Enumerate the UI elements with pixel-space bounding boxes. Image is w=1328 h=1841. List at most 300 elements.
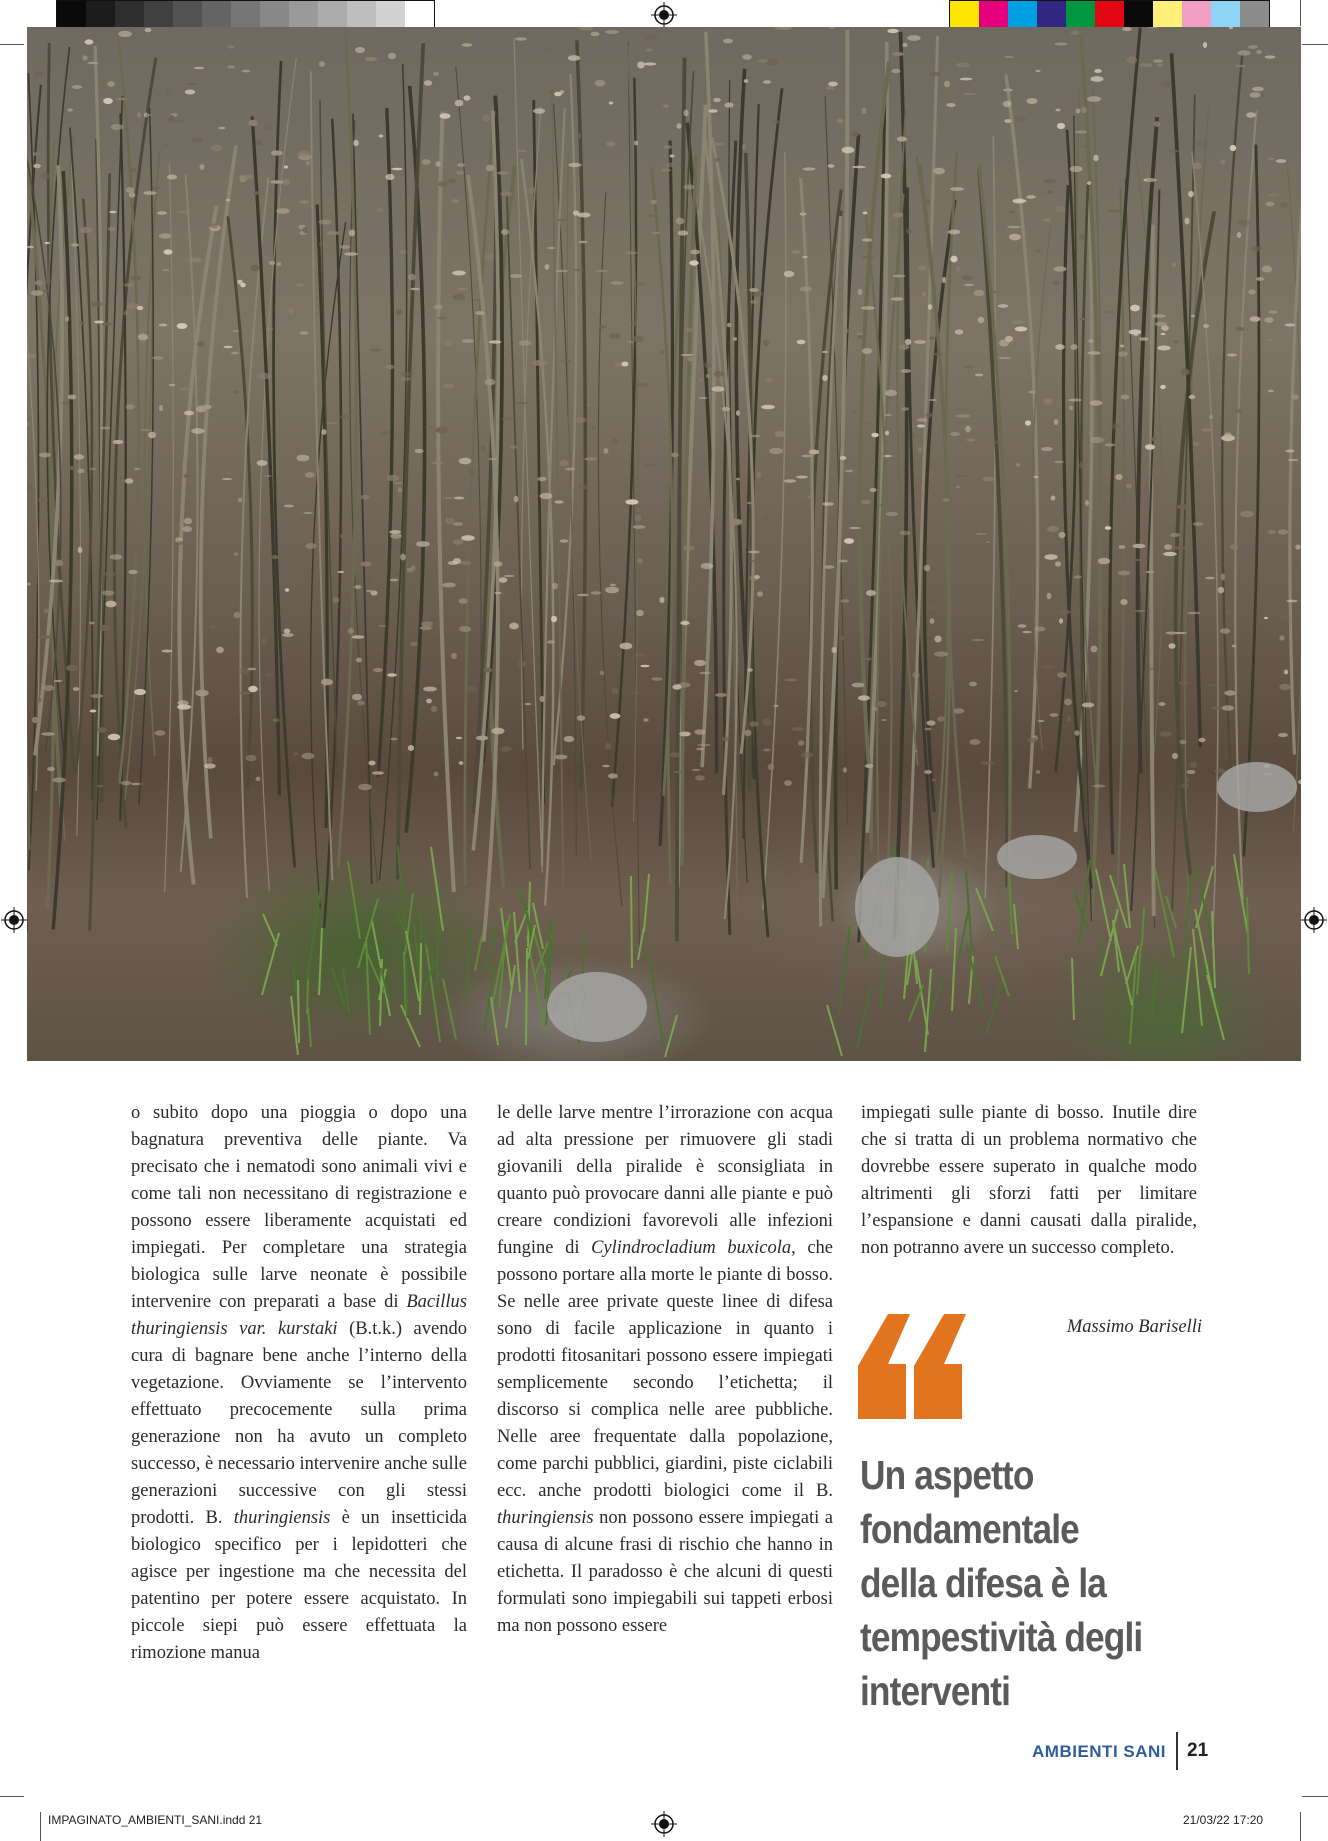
- dried-leaf: [183, 474, 190, 478]
- dried-leaf: [886, 512, 898, 516]
- dried-leaf: [433, 305, 443, 310]
- dried-leaf: [1182, 368, 1187, 373]
- dried-leaf: [294, 752, 299, 755]
- dried-leaf: [1266, 202, 1275, 206]
- dried-leaf: [902, 43, 907, 47]
- dried-leaf: [599, 325, 606, 328]
- dried-leaf: [445, 342, 451, 346]
- dried-leaf: [742, 54, 752, 60]
- dried-leaf: [27, 485, 32, 492]
- dried-leaf: [233, 390, 238, 393]
- dried-leaf: [191, 137, 202, 142]
- dried-leaf: [643, 561, 656, 568]
- dried-leaf: [1093, 785, 1106, 788]
- dried-leaf: [839, 636, 845, 640]
- dried-leaf: [167, 175, 177, 180]
- dried-leaf: [745, 730, 752, 737]
- dried-leaf: [456, 737, 462, 739]
- dried-leaf: [348, 628, 354, 634]
- grass-blade: [1137, 943, 1141, 995]
- dried-leaf: [677, 123, 682, 129]
- dried-leaf: [631, 321, 637, 325]
- dried-leaf: [956, 63, 969, 68]
- dried-leaf: [750, 300, 758, 303]
- dried-leaf: [1222, 705, 1234, 710]
- dried-leaf: [972, 639, 985, 641]
- dried-leaf: [887, 29, 898, 33]
- dried-leaf: [100, 427, 110, 430]
- dried-leaf: [297, 455, 310, 462]
- dried-leaf: [1054, 419, 1059, 425]
- dried-leaf: [1291, 394, 1298, 400]
- dried-leaf: [1278, 529, 1288, 535]
- dried-leaf: [445, 518, 455, 524]
- dried-leaf: [387, 475, 399, 481]
- dried-leaf: [950, 187, 964, 191]
- dried-leaf: [749, 560, 759, 562]
- dried-leaf: [284, 505, 294, 508]
- dried-leaf: [1044, 179, 1057, 183]
- dried-leaf: [410, 288, 420, 290]
- dried-leaf: [101, 590, 114, 595]
- dried-leaf: [1115, 474, 1122, 480]
- dried-leaf: [1232, 645, 1237, 648]
- dried-leaf: [1167, 149, 1180, 152]
- dried-leaf: [503, 575, 514, 577]
- dried-leaf: [555, 755, 568, 760]
- grass-blade: [443, 979, 456, 1039]
- dried-leaf: [796, 476, 808, 479]
- dried-leaf: [960, 78, 973, 81]
- dried-leaf: [1198, 738, 1205, 742]
- dried-leaf: [1166, 632, 1179, 635]
- dried-leaf: [1015, 463, 1020, 467]
- dried-leaf: [1047, 593, 1052, 600]
- dried-leaf: [830, 27, 834, 29]
- dried-leaf: [845, 470, 853, 472]
- dried-leaf: [401, 377, 412, 381]
- grass-blade: [1152, 968, 1156, 1015]
- dried-leaf: [766, 59, 778, 66]
- dried-leaf: [980, 761, 994, 765]
- dried-leaf: [1155, 322, 1167, 327]
- dried-leaf: [1011, 320, 1024, 323]
- dried-leaf: [610, 526, 619, 533]
- dried-leaf: [602, 765, 610, 767]
- dried-leaf: [866, 590, 876, 596]
- dried-leaf: [1005, 336, 1013, 342]
- dried-leaf: [1068, 399, 1082, 402]
- grass-blade: [406, 959, 407, 1018]
- dried-leaf: [748, 551, 760, 554]
- dried-leaf: [393, 482, 404, 484]
- dried-leaf: [1221, 574, 1226, 581]
- dried-leaf: [440, 113, 451, 119]
- dried-leaf: [905, 339, 911, 345]
- dried-leaf: [103, 98, 113, 104]
- dried-leaf: [1207, 684, 1221, 686]
- dried-leaf: [1177, 504, 1189, 509]
- dried-leaf: [695, 775, 705, 780]
- dried-leaf: [892, 52, 904, 56]
- grass-blade: [366, 937, 370, 1035]
- dried-leaf: [378, 625, 386, 627]
- dried-leaf: [97, 727, 107, 732]
- dried-leaf: [730, 519, 743, 526]
- dried-leaf: [648, 214, 654, 217]
- dried-leaf: [607, 141, 616, 146]
- dried-leaf: [1015, 327, 1028, 332]
- dried-leaf: [306, 161, 311, 166]
- dried-leaf: [800, 212, 807, 215]
- dried-leaf: [327, 231, 340, 235]
- dried-leaf: [775, 431, 786, 437]
- dried-leaf: [625, 251, 637, 254]
- dried-leaf: [306, 543, 317, 549]
- dried-leaf: [1185, 777, 1189, 783]
- dried-leaf: [155, 730, 166, 735]
- dried-leaf: [352, 694, 362, 701]
- dried-leaf: [964, 284, 974, 286]
- dried-leaf: [1287, 459, 1298, 461]
- dried-leaf: [115, 98, 126, 100]
- dried-leaf: [851, 131, 859, 137]
- dried-leaf: [261, 638, 267, 645]
- dried-leaf: [1069, 406, 1073, 411]
- dried-leaf: [931, 779, 936, 782]
- dried-leaf: [451, 199, 459, 203]
- dried-leaf: [210, 224, 217, 229]
- dried-leaf: [184, 411, 194, 416]
- dried-leaf: [956, 266, 960, 272]
- stone: [547, 972, 647, 1042]
- dried-leaf: [1268, 530, 1277, 534]
- grass-blade: [263, 914, 277, 946]
- dried-leaf: [620, 643, 633, 650]
- dried-leaf: [757, 472, 762, 479]
- dried-leaf: [180, 387, 190, 391]
- dried-leaf: [561, 360, 572, 363]
- dried-leaf: [1025, 420, 1031, 425]
- dried-leaf: [391, 168, 402, 171]
- dried-leaf: [900, 531, 910, 535]
- dried-leaf: [865, 657, 872, 660]
- dried-leaf: [943, 498, 950, 501]
- dried-leaf: [176, 211, 189, 213]
- author-signature: Massimo Bariselli: [1066, 1317, 1202, 1337]
- dried-leaf: [930, 618, 935, 624]
- dried-leaf: [456, 171, 464, 175]
- dried-leaf: [223, 346, 232, 349]
- dried-leaf: [486, 165, 495, 172]
- dried-leaf: [461, 535, 475, 541]
- dried-leaf: [578, 484, 589, 489]
- dried-leaf: [1091, 646, 1098, 653]
- dried-leaf: [1279, 684, 1291, 690]
- dried-leaf: [963, 93, 977, 95]
- dried-leaf: [1189, 762, 1198, 769]
- dried-leaf: [435, 427, 448, 433]
- dried-leaf: [933, 168, 945, 175]
- dried-leaf: [234, 612, 241, 618]
- dried-leaf: [408, 745, 414, 751]
- dried-leaf: [687, 357, 694, 362]
- dried-leaf: [1201, 428, 1213, 431]
- dried-leaf: [134, 689, 146, 695]
- dried-leaf: [792, 727, 804, 731]
- dried-leaf: [708, 109, 717, 113]
- dried-leaf: [660, 597, 665, 603]
- dried-leaf: [388, 53, 396, 59]
- dried-leaf: [238, 497, 242, 502]
- dried-leaf: [697, 744, 711, 746]
- grass-blade: [1079, 860, 1090, 946]
- dried-leaf: [191, 428, 204, 434]
- dried-leaf: [361, 562, 372, 567]
- dried-leaf: [632, 336, 644, 342]
- dried-leaf: [852, 683, 865, 688]
- grass-blade: [1247, 897, 1249, 974]
- dried-leaf: [1057, 672, 1067, 678]
- dried-leaf: [1237, 232, 1241, 238]
- dried-leaf: [1130, 559, 1141, 561]
- dried-leaf: [476, 736, 488, 741]
- dried-leaf: [453, 558, 461, 564]
- footer-brand: AMBIENTI SANI: [1032, 1742, 1166, 1761]
- dried-leaf: [65, 316, 69, 322]
- article-column-1: [131, 1100, 467, 1667]
- dried-leaf: [1279, 202, 1288, 208]
- dried-leaf: [169, 384, 176, 387]
- dried-leaf: [1267, 158, 1275, 161]
- dried-leaf: [340, 414, 352, 419]
- dried-leaf: [457, 163, 465, 167]
- dried-leaf: [747, 668, 753, 671]
- dried-leaf: [861, 306, 875, 309]
- dried-leaf: [340, 533, 346, 539]
- dried-leaf: [852, 166, 866, 169]
- dried-leaf: [1027, 737, 1036, 743]
- dried-leaf: [901, 407, 909, 411]
- dried-leaf: [559, 460, 568, 466]
- dried-leaf: [822, 502, 834, 506]
- grass-blade: [1142, 907, 1144, 946]
- dried-leaf: [159, 324, 168, 327]
- dried-leaf: [39, 453, 51, 458]
- dried-leaf: [736, 410, 740, 416]
- dried-leaf: [884, 414, 892, 416]
- dried-leaf: [285, 588, 289, 592]
- grass-blade: [467, 928, 470, 1000]
- dried-leaf: [625, 499, 638, 504]
- dried-leaf: [1220, 628, 1230, 633]
- dried-leaf: [633, 525, 646, 529]
- dried-leaf: [1250, 316, 1261, 321]
- dried-leaf: [646, 48, 653, 51]
- dried-leaf: [1193, 522, 1204, 526]
- hedge-stem: [1128, 102, 1162, 794]
- dried-leaf: [1070, 344, 1077, 350]
- dried-leaf: [376, 207, 383, 213]
- dried-leaf: [998, 357, 1011, 359]
- dried-leaf: [54, 680, 63, 682]
- dried-leaf: [1074, 575, 1082, 578]
- grass-blade: [307, 979, 308, 1014]
- dried-leaf: [408, 274, 416, 281]
- dried-leaf: [885, 390, 897, 397]
- dried-leaf: [82, 55, 87, 60]
- dried-leaf: [955, 329, 964, 334]
- dried-leaf: [1205, 577, 1215, 580]
- dried-leaf: [846, 520, 856, 524]
- dried-leaf: [1057, 123, 1065, 129]
- dried-leaf: [27, 583, 31, 586]
- dried-leaf: [390, 579, 399, 582]
- dried-leaf: [1292, 571, 1299, 576]
- dried-leaf: [431, 706, 437, 712]
- dried-leaf: [978, 317, 985, 323]
- dried-leaf: [110, 554, 122, 559]
- dried-leaf: [443, 383, 455, 388]
- dried-leaf: [950, 256, 957, 263]
- dried-leaf: [742, 144, 746, 150]
- dried-leaf: [585, 457, 598, 461]
- dried-leaf: [211, 544, 223, 549]
- dried-leaf: [1038, 720, 1045, 722]
- dried-leaf: [97, 785, 104, 787]
- dried-leaf: [802, 256, 808, 259]
- dried-leaf: [270, 180, 283, 183]
- dried-leaf: [635, 282, 645, 285]
- dried-leaf: [302, 753, 315, 759]
- dried-leaf: [858, 695, 870, 700]
- dried-leaf: [216, 647, 224, 653]
- dried-leaf: [849, 527, 860, 529]
- dried-leaf: [1071, 31, 1079, 35]
- dried-leaf: [612, 688, 619, 694]
- dried-leaf: [515, 402, 528, 404]
- dried-leaf: [1003, 88, 1013, 91]
- dried-leaf: [256, 140, 263, 146]
- dried-leaf: [1181, 783, 1190, 789]
- dried-leaf: [247, 668, 256, 670]
- dried-leaf: [1278, 733, 1288, 737]
- dried-leaf: [264, 475, 272, 477]
- dried-leaf: [627, 341, 634, 344]
- footer-divider: [1176, 1732, 1178, 1770]
- dried-leaf: [500, 192, 512, 197]
- dried-leaf: [765, 378, 774, 382]
- dried-leaf: [906, 228, 912, 234]
- dried-leaf: [319, 242, 323, 247]
- dried-leaf: [1220, 159, 1225, 165]
- dried-leaf: [635, 515, 642, 522]
- crop-mark: [1300, 0, 1301, 26]
- dried-leaf: [836, 244, 841, 250]
- dried-leaf: [577, 594, 589, 596]
- dried-leaf: [573, 417, 587, 423]
- dried-leaf: [352, 635, 365, 638]
- dried-leaf: [1211, 706, 1222, 709]
- dried-leaf: [1076, 109, 1081, 114]
- dried-leaf: [733, 337, 737, 341]
- dried-leaf: [758, 59, 768, 63]
- dried-leaf: [744, 79, 749, 83]
- dried-leaf: [468, 469, 475, 475]
- dried-leaf: [1075, 130, 1087, 133]
- dried-leaf: [1105, 443, 1115, 446]
- dried-leaf: [400, 554, 406, 561]
- dried-leaf: [844, 538, 854, 544]
- dried-leaf: [188, 258, 201, 263]
- dried-leaf: [552, 583, 558, 590]
- dried-leaf: [32, 717, 39, 723]
- dried-leaf: [368, 761, 375, 766]
- dried-leaf: [1053, 281, 1060, 286]
- dried-leaf: [696, 748, 704, 751]
- dried-leaf: [844, 328, 849, 334]
- dried-leaf: [1056, 109, 1061, 112]
- dried-leaf: [871, 433, 878, 438]
- dried-leaf: [326, 422, 338, 425]
- grass-blade: [308, 1008, 311, 1047]
- dried-leaf: [965, 426, 971, 433]
- dried-leaf: [1059, 618, 1063, 623]
- article-column-2: [497, 1100, 833, 1640]
- hedge-stem: [1290, 48, 1301, 755]
- dried-leaf: [699, 672, 710, 674]
- dried-leaf: [391, 738, 398, 741]
- dried-leaf: [372, 771, 384, 775]
- grass-blade: [952, 928, 956, 1011]
- dried-leaf: [1026, 98, 1037, 104]
- dried-leaf: [918, 447, 923, 453]
- dried-leaf: [950, 432, 960, 436]
- dried-leaf: [39, 635, 52, 638]
- dried-leaf: [893, 213, 903, 218]
- dried-leaf: [918, 265, 926, 271]
- dried-leaf: [1224, 690, 1236, 695]
- dried-leaf: [299, 200, 309, 204]
- dried-leaf: [1188, 191, 1194, 197]
- dried-leaf: [917, 418, 928, 422]
- dried-leaf: [519, 340, 531, 346]
- grass-blade: [1099, 939, 1102, 971]
- dried-leaf: [605, 587, 619, 594]
- dried-leaf: [256, 777, 261, 781]
- dried-leaf: [784, 271, 795, 277]
- dried-leaf: [1162, 81, 1172, 87]
- grass-blade: [291, 996, 298, 1055]
- dried-leaf: [964, 366, 975, 369]
- dried-leaf: [638, 558, 643, 563]
- dried-leaf: [714, 158, 722, 161]
- dried-leaf: [303, 227, 308, 233]
- dried-leaf: [421, 621, 433, 626]
- dried-leaf: [1174, 341, 1179, 344]
- dried-leaf: [983, 477, 996, 482]
- dried-leaf: [1170, 533, 1180, 537]
- dried-leaf: [222, 478, 232, 480]
- dried-leaf: [673, 771, 683, 773]
- hedge-stem: [438, 112, 454, 892]
- dried-leaf: [91, 694, 103, 698]
- dried-leaf: [34, 71, 43, 78]
- hedge-stem: [1151, 225, 1154, 916]
- dried-leaf: [944, 81, 950, 88]
- dried-leaf: [801, 752, 814, 758]
- dried-leaf: [200, 164, 205, 170]
